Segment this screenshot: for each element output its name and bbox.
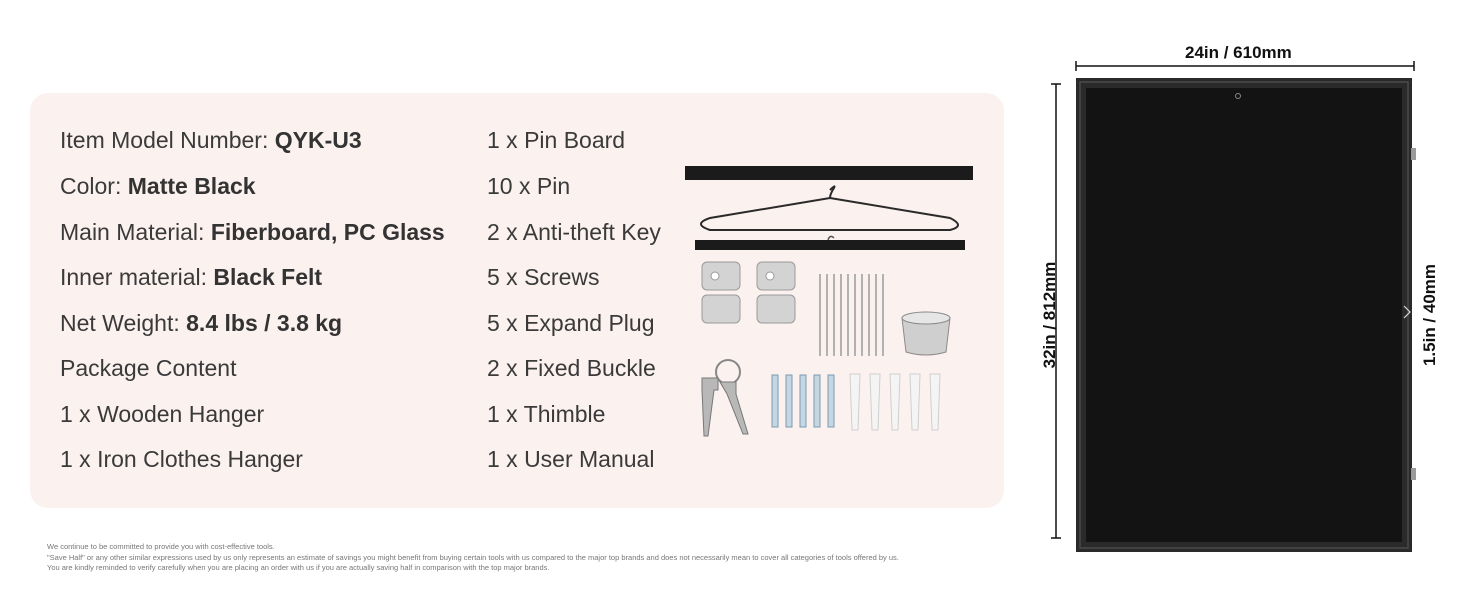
disclaimer-footnote [47,542,1087,574]
fixed-buckle-icon [702,262,795,323]
spec-inner-material [60,263,322,291]
material-value: Fiberboard, PC Glass [210,219,445,245]
package-item: 1 x Pin Board [487,127,626,153]
color-label: Color: [60,173,128,199]
expand-plug-icon [850,374,940,430]
package-item: 1 x Wooden Hanger [60,401,265,427]
package-item: 2 x Anti-theft Key [487,219,661,245]
package-item: 1 x Iron Clothes Hanger [60,446,303,472]
model-value: QYK-U3 [274,127,362,153]
spec-color [60,172,256,200]
package-item: 1 x User Manual [487,446,655,472]
depth-label: 1.5in / 40mm [1420,263,1439,367]
package-item: 5 x Screws [487,264,600,290]
iron-hanger-icon [701,186,958,230]
spec-main-material [60,218,445,246]
display-case-drawing [1020,30,1460,590]
width-label: 24in / 610mm [1185,43,1292,62]
package-item: 5 x Expand Plug [487,310,655,336]
anti-theft-key-icon [702,360,748,436]
hinge-icon [1411,468,1416,480]
footnote-line: "Save Half" or any other similar expressions used by us only represents an estimate of savings you might benefit from buying certain tools with us compared to the major top brands and does not necessarily mean to cover all categories of tools offered by us. [47,552,899,562]
dimension-diagram [1020,30,1460,590]
material-label: Main Material: [60,219,211,245]
inner-label: Inner material: [60,264,214,290]
wooden-hanger-bar-bottom [695,240,965,250]
wooden-hanger-bar-top [685,166,973,180]
spec-model-number [60,126,362,154]
weight-value: 8.4 lbs / 3.8 kg [186,310,343,336]
accessories-illustration [680,160,980,450]
inner-value: Black Felt [213,264,323,290]
height-label: 32in / 812mm [1040,261,1059,369]
package-content-heading: Package Content [60,355,237,381]
screws-icon [772,375,834,427]
package-item: 2 x Fixed Buckle [487,355,656,381]
footnote-line: You are kindly reminded to verify carefully when you are placing an order with us if you are actually saving half in comparison with the top major brands. [47,563,550,572]
weight-label: Net Weight: [60,310,187,336]
model-label: Item Model Number: [60,127,275,153]
thimble-icon [902,312,950,355]
package-item: 10 x Pin [487,173,571,199]
pins-icon [820,274,883,356]
footnote-line: We continue to be committed to provide you with cost-effective tools. [47,542,275,551]
spec-net-weight [60,309,342,337]
felt-board [1086,88,1402,542]
hinge-icon [1411,148,1416,160]
color-value: Matte Black [127,173,256,199]
package-item: 1 x Thimble [487,401,606,427]
